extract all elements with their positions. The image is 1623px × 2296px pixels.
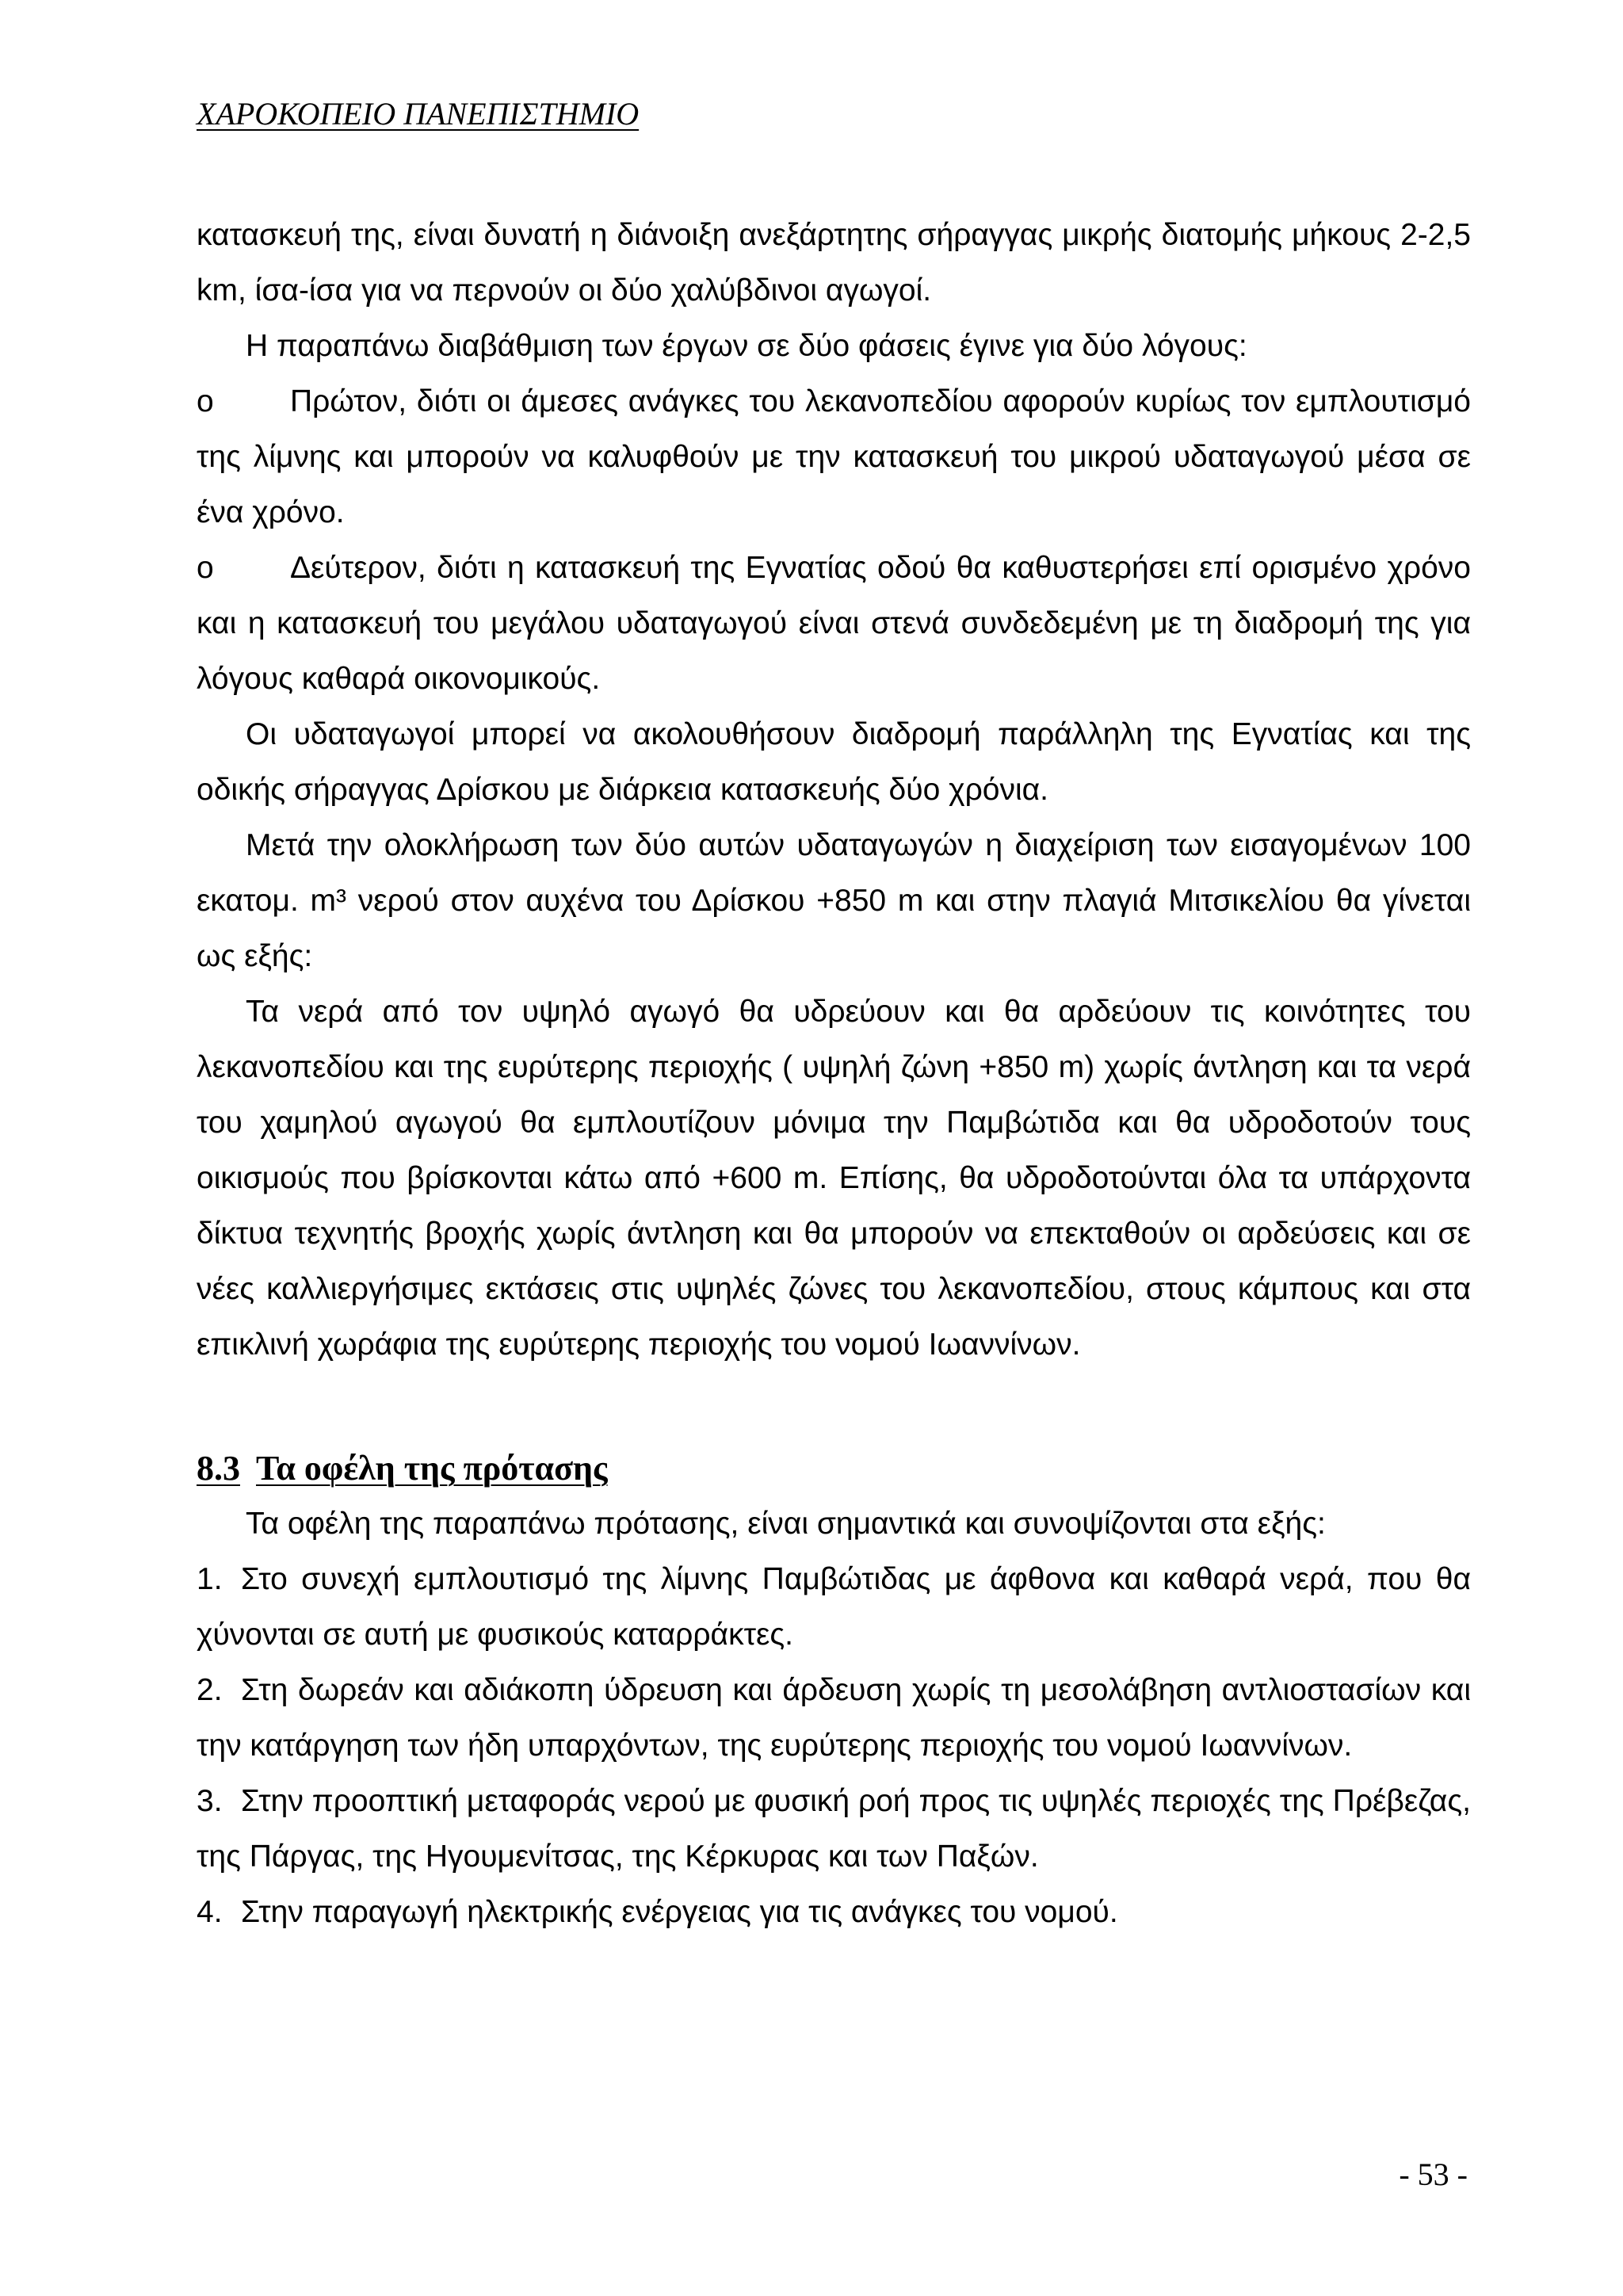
list-item-2 [197, 1663, 1471, 1774]
list-item-4 [197, 1885, 1471, 1940]
list-number: 1. [197, 1562, 223, 1596]
bullet-marker: o [197, 384, 214, 418]
bullet-item-second [197, 541, 1471, 707]
list-text: Στη δωρεάν και αδιάκοπη ύδρευση και άρδευση χωρίς τη μεσολάβηση αντλιοστασίων και την κατάργηση των ήδη υπαρχόντων, της ευρύτερης περιοχής του νομού Ιωαννίνων. [197, 1673, 1471, 1763]
bullet-marker: o [197, 551, 214, 585]
list-text: Στην προοπτική μεταφοράς νερού με φυσική ροή προς τις υψηλές περιοχές της Πρέβεζας, της Πάργας, της Ηγουμενίτσας, της Κέρκυρας και των Παξών. [197, 1784, 1471, 1874]
section-intro: Τα οφέλη της παραπάνω πρότασης, είναι σημαντικά και συνοψίζονται στα εξής: [246, 1507, 1326, 1541]
list-text: Στην παραγωγή ηλεκτρικής ενέργειας για τις ανάγκες του νομού. [241, 1895, 1118, 1929]
list-text: Στο συνεχή εμπλουτισμό της λίμνης Παμβώτιδας με άφθονα και καθαρά νερά, που θα χύνονται σε αυτή με φυσικούς καταρράκτες. [197, 1562, 1471, 1652]
page-body [197, 208, 1471, 1940]
list-item-1 [197, 1552, 1471, 1663]
bullet-text: Πρώτον, διότι οι άμεσες ανάγκες του λεκανοπεδίου αφορούν κυρίως τον εμπλουτισμό της λίμνης και μπορούν να καλυφθούν με την κατασκευή του μικρού υδαταγωγού μέσα σε ένα χρόνο. [197, 384, 1471, 529]
bullet-text: Δεύτερον, διότι η κατασκευή της Εγνατίας οδού θα καθυστερήσει επί ορισμένο χρόνο και η κατασκευή του μεγάλου υδαταγωγού είναι στενά συνδεδεμένη με τη διαδρομή της για λόγους καθαρά οικονομικούς. [197, 551, 1471, 696]
bullet-item-first [197, 374, 1471, 541]
list-number: 4. [197, 1895, 223, 1929]
section-title: Τα οφέλη της πρότασης [256, 1449, 608, 1488]
page-number: - 53 - [1399, 2157, 1468, 2192]
list-item-3 [197, 1774, 1471, 1885]
section-number: 8.3 [197, 1449, 240, 1488]
paragraph-continuation: κατασκευή της, είναι δυνατή η διάνοιξη ανεξάρτητης σήραγγας μικρής διατομής μήκους 2-2,5 km, ίσα-ίσα για να περνούν οι δύο χαλύβδινοι αγωγοί. [197, 218, 1471, 308]
running-header: ΧΑΡΟΚΟΠΕΙΟ ΠΑΝΕΠΙΣΤΗΜΙΟ [197, 96, 640, 132]
paragraph-route: Οι υδαταγωγοί μπορεί να ακολουθήσουν διαδρομή παράλληλη της Εγνατίας και της οδικής σήραγγας Δρίσκου με διάρκεια κατασκευής δύο χρόνια. [197, 717, 1471, 807]
list-number: 3. [197, 1784, 223, 1818]
list-number: 2. [197, 1673, 223, 1707]
paragraph-management: Μετά την ολοκλήρωση των δύο αυτών υδαταγωγών η διαχείριση των εισαγομένων 100 εκατομ. m³ νερού στον αυχένα του Δρίσκου +850 m και στην πλαγιά Μιτσικελίου θα γίνεται ως εξής: [197, 828, 1471, 973]
paragraph-two-phases: Η παραπάνω διαβάθμιση των έργων σε δύο φάσεις έγινε για δύο λόγους: [246, 329, 1247, 363]
section-heading [197, 1441, 1471, 1496]
paragraph-distribution: Τα νερά από τον υψηλό αγωγό θα υδρεύουν και θα αρδεύουν τις κοινότητες του λεκανοπεδίου και της ευρύτερης περιοχής ( υψηλή ζώνη +850 m) χωρίς άντληση και τα νερά του χαμηλού αγωγού θα εμπλουτίζουν μόνιμα την Παμβώτιδα και θα υδροδοτούν τους οικισμούς που βρίσκονται κάτω από +600 m. Επίσης, θα υδροδοτούνται όλα τα υπάρχοντα δίκτυα τεχνητής βροχής χωρίς άντληση και θα μπορούν να επεκταθούν οι αρδεύσεις και σε νέες καλλιεργήσιμες εκτάσεις στις υψηλές ζώνες του λεκανοπεδίου, στους κάμπους και στα επικλινή χωράφια της ευρύτερης περιοχής του νομού Ιωαννίνων. [197, 995, 1471, 1362]
